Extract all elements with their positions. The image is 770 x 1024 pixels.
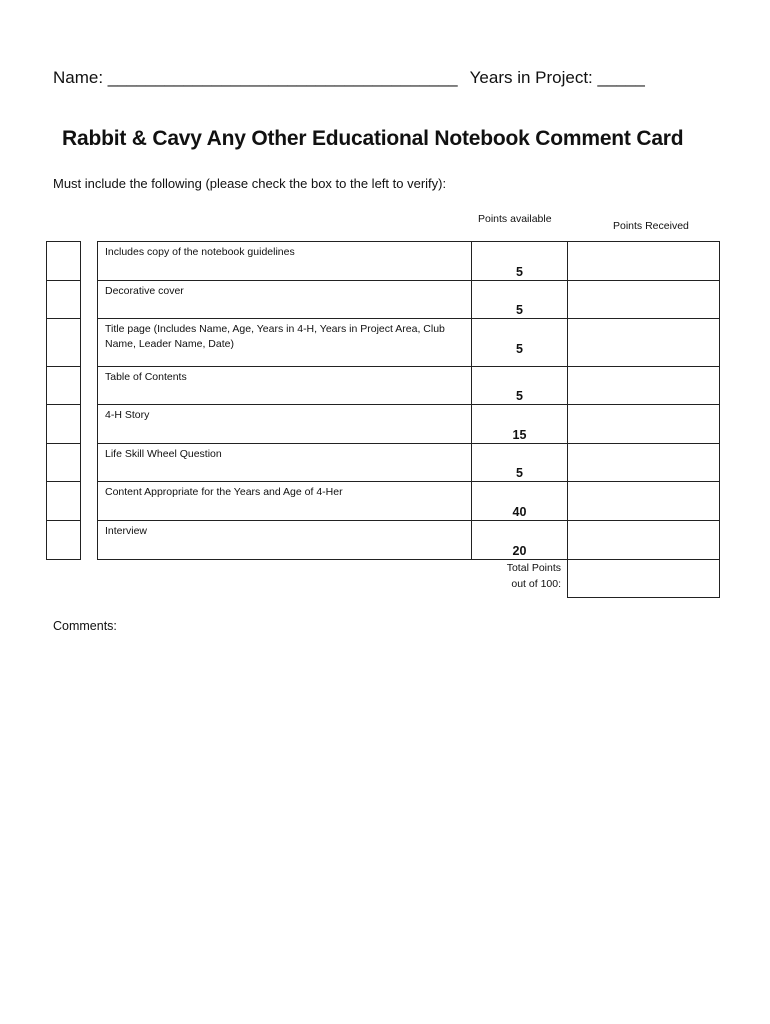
points-value: 5	[516, 389, 523, 403]
checkbox[interactable]	[46, 404, 81, 444]
total-line-1: Total Points	[506, 562, 561, 574]
total-points-received-cell[interactable]	[567, 559, 720, 598]
checkbox[interactable]	[46, 520, 81, 560]
points-value: 5	[516, 265, 523, 279]
criteria-item	[97, 241, 472, 281]
points-received-cell[interactable]	[567, 366, 720, 405]
points-value: 5	[516, 342, 523, 356]
points-received-cell[interactable]	[567, 443, 720, 482]
points-value: 40	[512, 505, 527, 519]
criteria-label: Life Skill Wheel Question	[105, 448, 222, 460]
criteria-item	[97, 366, 472, 405]
points-available-cell	[471, 241, 568, 281]
criteria-label: Title page (Includes Name, Age, Years in 4-H, Years in Project Area, Club Name, Leader Name, Date)	[105, 323, 445, 350]
comments-label: Comments:	[53, 619, 117, 633]
points-available-cell	[471, 481, 568, 521]
points-available-cell	[471, 520, 568, 560]
criteria-label: Includes copy of the notebook guidelines	[105, 246, 295, 258]
total-line-2: out of 100:	[511, 578, 561, 590]
total-points-label	[472, 560, 561, 592]
criteria-item	[97, 318, 472, 367]
header-line	[53, 68, 645, 88]
points-received-cell[interactable]	[567, 520, 720, 560]
checkbox[interactable]	[46, 318, 81, 367]
points-received-cell[interactable]	[567, 280, 720, 319]
points-value: 5	[516, 303, 523, 317]
years-in-project-field[interactable]: Years in Project: _____	[469, 68, 645, 87]
checkbox[interactable]	[46, 280, 81, 319]
column-header-points-available: Points available	[478, 213, 552, 225]
checkbox[interactable]	[46, 481, 81, 521]
points-value: 15	[512, 428, 527, 442]
criteria-item	[97, 481, 472, 521]
points-available-cell	[471, 318, 568, 367]
points-available-cell	[471, 280, 568, 319]
page-title: Rabbit & Cavy Any Other Educational Notebook Comment Card	[62, 127, 684, 150]
criteria-label: Table of Contents	[105, 371, 187, 383]
points-available-cell	[471, 366, 568, 405]
criteria-label: 4-H Story	[105, 409, 150, 421]
criteria-label: Decorative cover	[105, 285, 184, 297]
points-received-cell[interactable]	[567, 318, 720, 367]
column-header-points-received: Points Received	[613, 220, 689, 232]
criteria-item	[97, 404, 472, 444]
points-received-cell[interactable]	[567, 404, 720, 444]
criteria-label: Interview	[105, 525, 148, 537]
criteria-item	[97, 520, 472, 560]
criteria-item	[97, 443, 472, 482]
points-value: 5	[516, 466, 523, 480]
criteria-label: Content Appropriate for the Years and Age of 4-Her	[105, 486, 343, 498]
points-received-cell[interactable]	[567, 241, 720, 281]
points-received-cell[interactable]	[567, 481, 720, 521]
checkbox[interactable]	[46, 366, 81, 405]
name-field[interactable]: Name: _____________________________________	[53, 68, 458, 87]
points-available-cell	[471, 404, 568, 444]
criteria-item	[97, 280, 472, 319]
checkbox[interactable]	[46, 241, 81, 281]
points-available-cell	[471, 443, 568, 482]
checkbox[interactable]	[46, 443, 81, 482]
points-value: 20	[512, 544, 527, 558]
instruction-text: Must include the following (please check the box to the left to verify):	[53, 176, 447, 191]
